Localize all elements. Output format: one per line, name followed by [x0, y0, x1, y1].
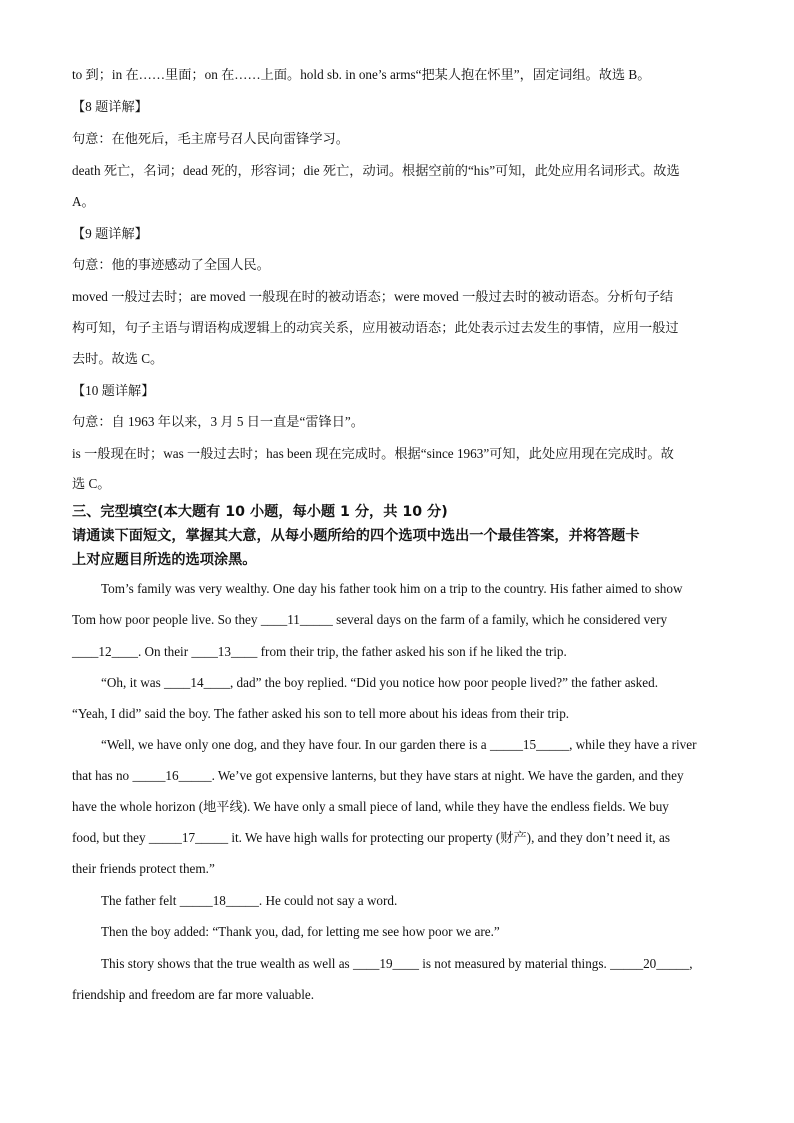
blank-18: _____18_____: [179, 893, 259, 908]
passage-line: The father felt _____18_____. He could not say a word.: [101, 893, 398, 908]
blank-12: ____12____: [72, 644, 138, 659]
passage-line: that has no _____16_____. We’ve got expensive lanterns, but they have stars at night. We have the garden, and they: [72, 768, 684, 783]
passage-line: Then the boy added: “Thank you, dad, for letting me see how poor we are.”: [101, 924, 500, 939]
passage-line: ____12____. On their ____13____ from their trip, the father asked his son if he liked the trip.: [72, 644, 567, 659]
q9-detail-cont: 构可知，句子主语与谓语构成逻辑上的动宾关系，应用被动语态；此处表示过去发生的事情，应用一般过: [72, 320, 679, 335]
section-instruction-cont: 上对应题目所选的选项涂黑。: [72, 552, 257, 568]
passage-line: have the whole horizon (地平线). We have only a small piece of land, while they have the endless fields. We buy: [72, 799, 669, 814]
blank-20: _____20_____: [610, 956, 690, 971]
q8-detail: death 死亡，名词；dead 死的，形容词；die 死亡，动词。根据空前的“his”可知，此处应用名词形式。故选: [72, 163, 680, 178]
passage-line: “Yeah, I did” said the boy. The father asked his son to tell more about his ideas from their trip.: [72, 706, 570, 721]
q10-detail: is 一般现在时；was 一般过去时；has been 现在完成时。根据“since 1963”可知，此处应用现在完成时。故: [72, 446, 674, 461]
q10-meaning: 句意：自 1963 年以来，3 月 5 日一直是“雷锋日”。: [72, 414, 364, 429]
blank-17: _____17_____: [148, 830, 229, 845]
q9-detail-end: 去时。故选 C。: [72, 351, 164, 366]
passage-line: “Oh, it was ____14____, dad” the boy replied. “Did you notice how poor people lived?” the father asked.: [101, 675, 659, 690]
q9-detail: moved 一般过去时；are moved 一般现在时的被动语态；were moved 一般过去时的被动语态。分析句子结: [72, 289, 674, 304]
q9-meaning: 句意：他的事迹感动了全国人民。: [72, 257, 270, 272]
q9-heading: 【9 题详解】: [72, 226, 148, 241]
explanation-q7-tail: to 到；in 在……里面；on 在……上面。hold sb. in one’s arms“把某人抱在怀里”，固定词组。故选 B。: [72, 67, 651, 82]
q10-detail-cont: 选 C。: [72, 476, 111, 491]
passage-line: food, but they _____17_____ it. We have high walls for protecting our property (财产), and they don’t need it, as: [72, 830, 671, 845]
blank-13: ____13____: [191, 644, 258, 659]
passage-line: Tom’s family was very wealthy. One day his father took him on a trip to the country. His father aimed to show: [101, 581, 683, 596]
passage-line: This story shows that the true wealth as well as ____19____ is not measured by material things. _____20_____,: [101, 956, 693, 971]
passage-line: Tom how poor people live. So they ____11_____ several days on the farm of a family, which he considered very: [72, 612, 668, 627]
blank-15: _____15_____: [489, 737, 570, 752]
q8-meaning: 句意：在他死后，毛主席号召人民向雷锋学习。: [72, 131, 349, 146]
q10-heading: 【10 题详解】: [72, 383, 155, 398]
blank-11: ____11_____: [260, 612, 333, 627]
blank-16: _____16_____: [132, 768, 212, 783]
q8-heading: 【8 题详解】: [72, 99, 148, 114]
passage-line: “Well, we have only one dog, and they have four. In our garden there is a _____15_____, while they have a river: [101, 737, 697, 752]
q8-detail-cont: A。: [72, 194, 95, 209]
passage-line: their friends protect them.”: [72, 861, 215, 876]
section-instruction: 请通读下面短文，掌握其大意，从每小题所给的四个选项中选出一个最佳答案，并将答题卡: [72, 528, 640, 544]
blank-14: ____14____: [164, 675, 230, 690]
passage-line: friendship and freedom are far more valuable.: [72, 987, 315, 1002]
blank-19: ____19____: [352, 956, 419, 971]
section-title: 三、完型填空(本大题有 10 小题，每小题 1 分，共 10 分): [72, 504, 448, 520]
